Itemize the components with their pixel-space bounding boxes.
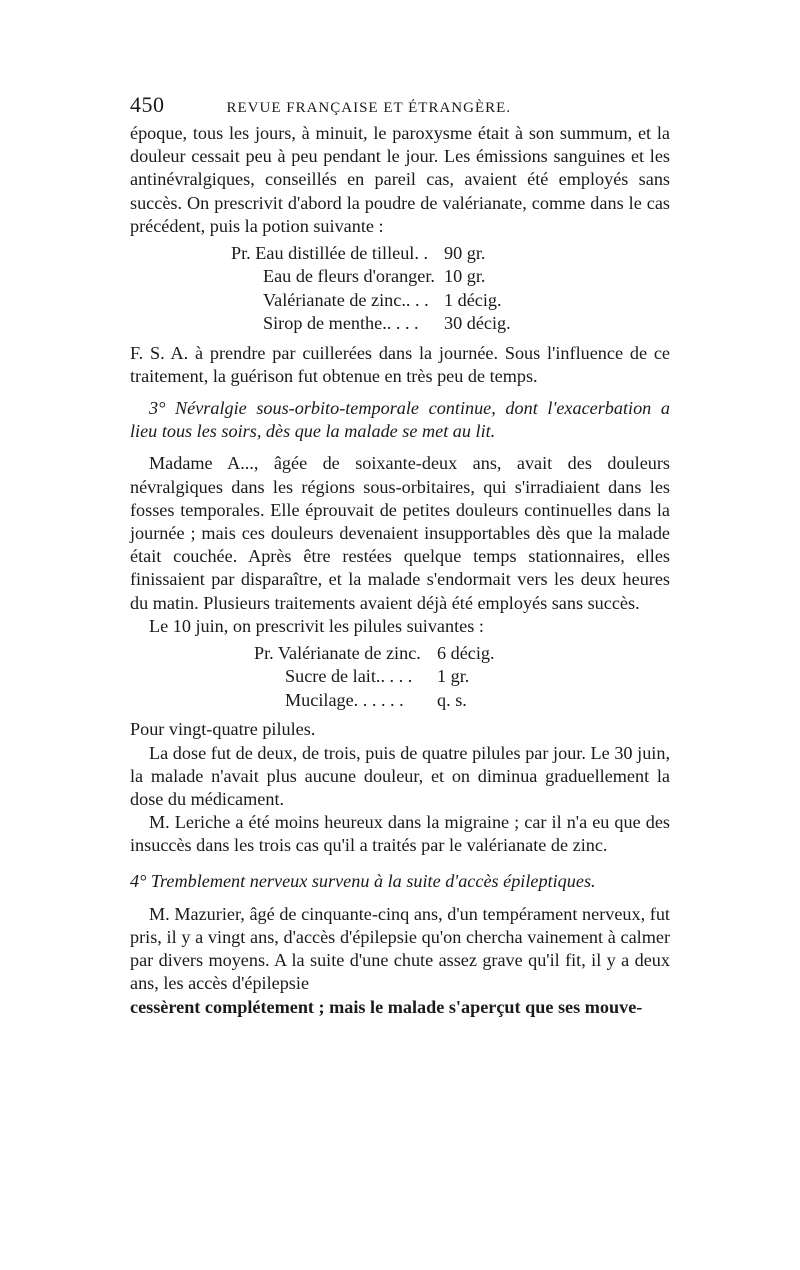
section-heading-4: 4° Tremblement nerveux survenu à la suite d'accès épileptiques. bbox=[130, 870, 596, 891]
ingredient-name: Mucilage. . . . . . bbox=[285, 689, 404, 710]
running-title: REVUE FRANÇAISE ET ÉTRANGÈRE. bbox=[226, 100, 512, 116]
prescription-potion bbox=[231, 242, 670, 336]
ingredient-name: Valérianate de zinc.. . . bbox=[263, 289, 429, 310]
ingredient-dose: 10 gr. bbox=[444, 266, 486, 287]
ingredient-name: Sucre de lait.. . . . bbox=[285, 666, 413, 687]
prescription-line bbox=[254, 642, 670, 665]
prescription-line bbox=[285, 689, 670, 712]
prescription-line bbox=[263, 289, 670, 312]
ingredient-name: Pr. Eau distillée de tilleul. . bbox=[231, 243, 428, 264]
paragraph-continuation: époque, tous les jours, à minuit, le paroxysme était à son summum, et la douleur cessait peu à peu pendant le jour. Les émissions sanguines et les antinévralgiques, conseillés en pareil cas, avaient été employés sans succès. On prescrivit d'abord la poudre de valérianate, comme dans le cas précédent, puis la potion suivante : bbox=[130, 123, 670, 236]
ingredient-name: Sirop de menthe.. . . . bbox=[263, 313, 419, 334]
section-heading-3: 3° Névralgie sous-orbito-temporale continue, dont l'exacerbation a lieu tous les soirs, dès que la malade se met au lit. bbox=[130, 398, 670, 442]
paragraph-dosage: La dose fut de deux, de trois, puis de quatre pilules par jour. Le 30 juin, la malade n'avait plus aucune douleur, et on diminua graduellement la dose du médicament. bbox=[130, 742, 670, 809]
ingredient-dose: 1 décig. bbox=[444, 289, 502, 310]
prescription-line bbox=[263, 312, 670, 335]
ingredient-dose: 1 gr. bbox=[437, 666, 470, 687]
ingredient-name: Pr. Valérianate de zinc. bbox=[254, 643, 421, 664]
ingredient-dose: 6 décig. bbox=[437, 643, 495, 664]
paragraph-treatment-result: F. S. A. à prendre par cuillerées dans la journée. Sous l'influence de ce traitement, la guérison fut obtenue en très peu de temps. bbox=[130, 342, 670, 386]
prescription-pills bbox=[254, 642, 670, 712]
ingredient-dose: 30 décig. bbox=[444, 313, 511, 334]
prescription-line bbox=[285, 665, 670, 688]
page-number: 450 bbox=[130, 92, 165, 117]
paragraph-migraine-note: M. Leriche a été moins heureux dans la migraine ; car il n'a eu que des insuccès dans les trois cas qu'il a traités par le valérianate de zinc. bbox=[130, 812, 670, 856]
paragraph-case-mazurier: M. Mazurier, âgé de cinquante-cinq ans, d'un tempérament nerveux, fut pris, il y a vingt ans, d'accès d'épilepsie qu'on chercha vainement à calmer par divers moyens. A la suite d'une chute assez grave qu'il fit, il y a deux ans, les accès d'épilepsie bbox=[130, 903, 670, 994]
paragraph-pill-count: Pour vingt-quatre pilules. bbox=[130, 719, 316, 740]
page-header bbox=[130, 92, 670, 122]
ingredient-name: Eau de fleurs d'oranger. bbox=[263, 266, 435, 287]
document-page bbox=[130, 92, 670, 1019]
paragraph-prescription-intro: Le 10 juin, on prescrivit les pilules suivantes : bbox=[149, 615, 484, 636]
prescription-line bbox=[231, 242, 670, 265]
ingredient-dose: 90 gr. bbox=[444, 243, 486, 264]
prescription-line bbox=[263, 265, 670, 288]
paragraph-case-description: Madame A..., âgée de soixante-deux ans, avait des douleurs névralgiques dans les régions sous-orbitaires, qui s'irradiaient dans les fosses temporales. Elle éprouvait de petites douleurs continuelles dans la journée ; mais ces douleurs devenaient insupportables dès que la malade était couchée. Après être restées quelque temps stationnaires, elles finissaient par disparaître, et la malade s'endormait vers les deux heures du matin. Plusieurs traitements avaient déjà été employés sans succès. bbox=[130, 453, 670, 613]
paragraph-last-line: cessèrent complétement ; mais le malade s'aperçut que ses mouve- bbox=[130, 996, 643, 1017]
ingredient-dose: q. s. bbox=[437, 689, 467, 710]
